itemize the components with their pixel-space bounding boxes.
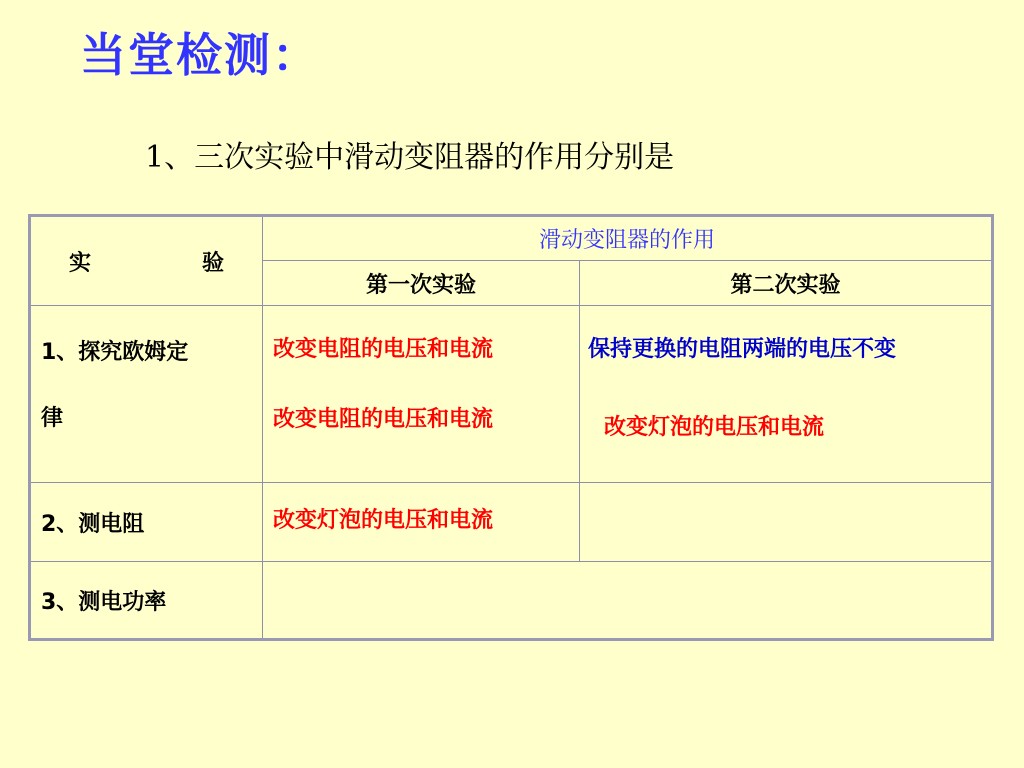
table-row	[30, 483, 993, 562]
first-experiment-cell	[263, 306, 580, 483]
sub-header-second: 第二次实验	[580, 261, 993, 306]
empty-role-cell	[263, 562, 993, 640]
row-name-cell: 3、测电功率	[30, 562, 263, 640]
first-experiment-cell	[263, 483, 580, 562]
row-name-line1: 1、探究欧姆定	[41, 340, 189, 365]
rheostat-role-table	[28, 214, 994, 641]
table-row	[30, 562, 993, 640]
second-experiment-cell	[580, 306, 993, 483]
first-role-text-1: 改变电阻的电压和电流	[273, 337, 494, 362]
first-role-text: 改变灯泡的电压和电流	[273, 508, 494, 533]
header-role-label: 滑动变阻器的作用	[539, 228, 716, 253]
header-experiment	[30, 216, 263, 306]
row-name-cell	[30, 306, 263, 483]
header-experiment-char-2: 验	[201, 250, 224, 276]
second-role-text-1: 保持更换的电阻两端的电压不变	[588, 337, 897, 362]
header-experiment-char-1: 实	[69, 250, 92, 276]
question-text: 1、三次实验中滑动变阻器的作用分别是	[145, 140, 675, 175]
header-role	[263, 216, 993, 261]
row-name-cell: 2、测电阻	[30, 483, 263, 562]
sub-header-first: 第一次实验	[263, 261, 580, 306]
second-experiment-cell	[580, 483, 993, 562]
second-role-text-2: 改变灯泡的电压和电流	[604, 415, 825, 440]
first-role-text-2: 改变电阻的电压和电流	[273, 407, 494, 432]
table-row	[30, 306, 993, 483]
page-title: 当堂检测：	[80, 28, 320, 82]
row-name-line2: 律	[41, 406, 64, 431]
